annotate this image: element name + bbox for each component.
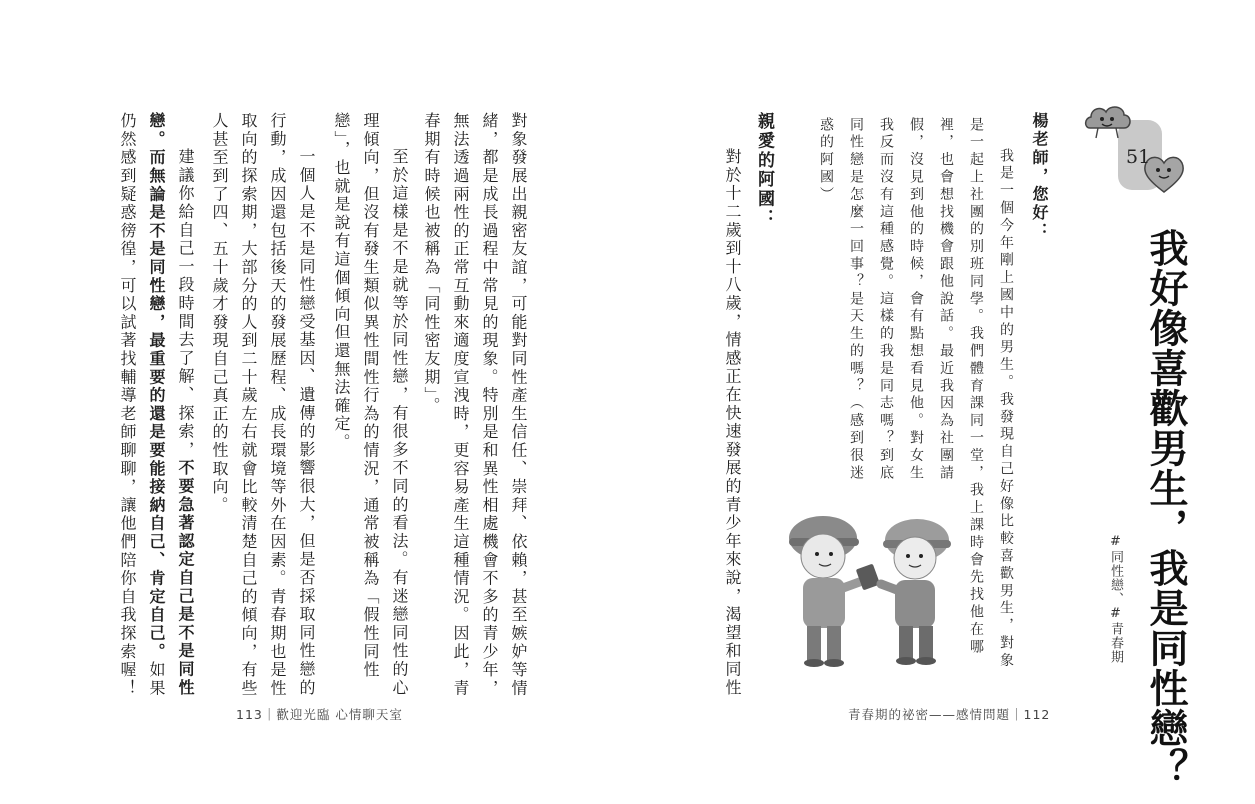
body-line: 行動，成因還包括後天的發展歷程、成長環境等外在因素。青春期也是性 xyxy=(268,112,287,698)
letter-line: 同性戀是怎麼一回事？是天生的嗎？（感到很迷 xyxy=(848,117,864,483)
body-line: 戀」，也就是說有這個傾向但還無法確定。 xyxy=(332,112,351,452)
letter-line: 我是一個今年剛上國中的男生。我發現自己好像比較喜歡男生，對象 xyxy=(998,148,1014,670)
advice-line xyxy=(148,112,164,698)
letter-greeting: 楊老師，您好： xyxy=(1030,112,1049,241)
chapter-number: 51 xyxy=(1126,146,1151,168)
left-page-folio: 113｜歡迎光臨 心情聊天室 xyxy=(236,707,403,722)
chapter-title: 我好像喜歡男生，我是同性戀？ xyxy=(1143,228,1189,788)
advice-text: 如果 xyxy=(147,661,166,698)
letter-line: 是一起上社團的別班同學。我們體育課同一堂，我上課時會先找他在哪 xyxy=(968,117,984,657)
body-line: 取向的探索期，大部分的人到二十歲左右就會比較清楚自己的傾向，有些 xyxy=(239,112,258,698)
body-line: 對象發展出親密友誼，可能對同性產生信任、崇拜、依賴，甚至嫉妒等情 xyxy=(509,112,528,698)
topic-tags: #同性戀、#青春期 xyxy=(1108,534,1123,664)
body-line: 緒，都是成長過程中常見的現象。特別是和異性相處機會不多的青少年， xyxy=(480,112,499,698)
reply-line: 對於十二歲到十八歲，情感正在快速發展的青少年來說，渴望和同性 xyxy=(723,148,742,697)
advice-text: 建議你給自己一段時間去了解、探索， xyxy=(176,148,195,460)
letter-line: 惑的阿國） xyxy=(818,117,834,204)
body-line: 理傾向，但沒有發生類似異性間性行為的情況，通常被稱為「假性同性 xyxy=(361,112,380,680)
advice-emphasis: 不要急著認定自己是不是同性 xyxy=(176,459,195,698)
two-boys-illustration xyxy=(777,508,962,668)
advice-emphasis: 戀。而無論是不是同性戀，最重要的還是要能接納自己、肯定自己。 xyxy=(147,112,166,661)
letter-line: 裡，也會想找機會跟他說話。最近我因為社團請 xyxy=(938,117,954,483)
cloud-mascot-icon xyxy=(1082,100,1134,144)
right-page-folio: 青春期的祕密——感情問題｜112 xyxy=(848,707,1051,722)
body-line: 無法透過兩性的正常互動來適度宣洩時，更容易產生這種情況。因此，青 xyxy=(451,112,470,698)
body-line: 至於這樣是不是就等於同性戀，有很多不同的看法。有迷戀同性的心 xyxy=(390,148,409,697)
reply-salutation: 親愛的阿國： xyxy=(754,112,774,229)
body-line: 春期有時候也被稱為「同性密友期」。 xyxy=(422,112,441,416)
advice-line xyxy=(177,148,193,697)
letter-line: 假，沒見到他的時候，會有點想看見他。對女生 xyxy=(908,117,924,483)
letter-line: 我反而沒有這種感覺。這樣的我是同志嗎？到底 xyxy=(878,117,894,483)
body-line: 一個人是不是同性戀受基因、遺傳的影響很大，但是否採取同性戀的 xyxy=(297,148,316,697)
advice-line: 仍然感到疑惑徬徨，可以試著找輔導老師聊聊，讓他們陪你自我探索喔！ xyxy=(118,112,137,698)
body-line: 人甚至到了四、五十歲才發現自己真正的性取向。 xyxy=(210,112,229,515)
